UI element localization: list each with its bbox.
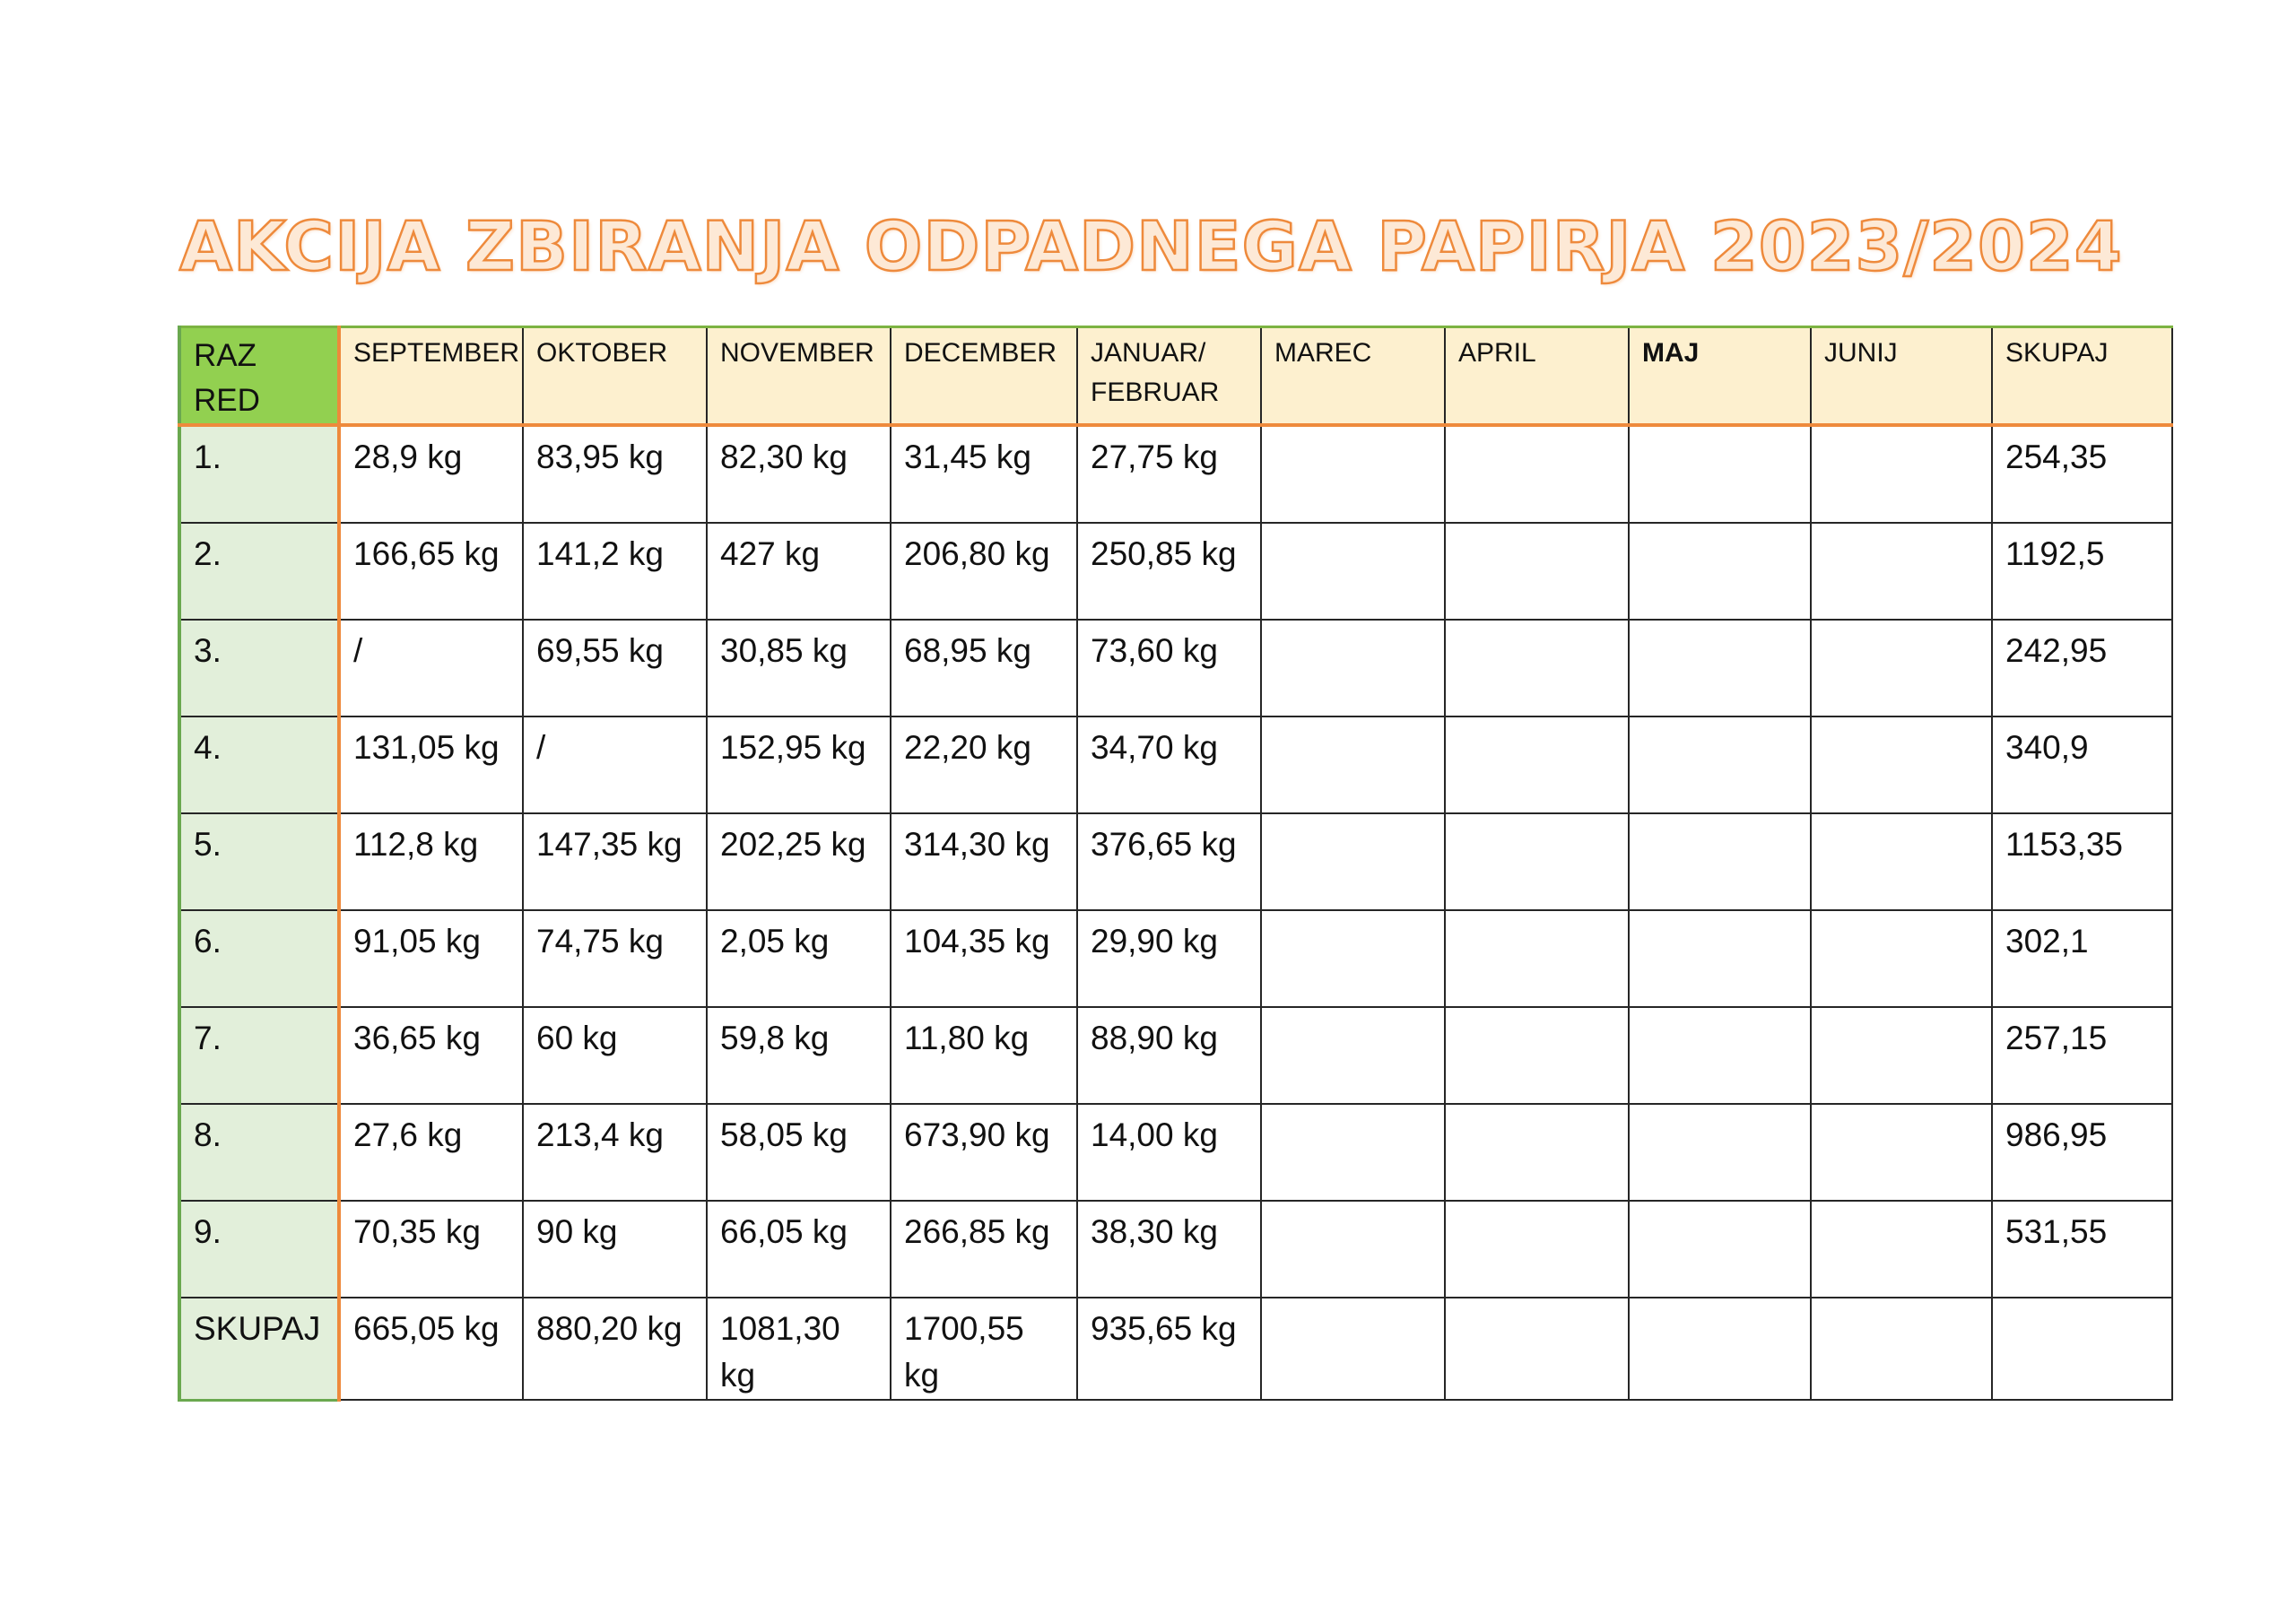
table-cell — [1811, 1201, 1992, 1298]
column-header-januar-februar: JANUAR/ FEBRUAR — [1077, 327, 1261, 426]
table-cell — [1811, 813, 1992, 910]
column-header-junij: JUNIJ — [1811, 327, 1992, 426]
table-cell — [1811, 425, 1992, 523]
table-cell: 314,30 kg — [891, 813, 1077, 910]
table-cell: 257,15 — [1992, 1007, 2172, 1104]
table-cell — [1629, 910, 1811, 1007]
table-cell: 60 kg — [523, 1007, 707, 1104]
table-cell — [1445, 910, 1629, 1007]
table-cell: 66,05 kg — [707, 1201, 891, 1298]
table-cell — [1629, 1104, 1811, 1201]
row-label: 7. — [179, 1007, 339, 1104]
table-cell: 88,90 kg — [1077, 1007, 1261, 1104]
row-label: 5. — [179, 813, 339, 910]
row-label: 9. — [179, 1201, 339, 1298]
table-cell — [1811, 523, 1992, 620]
table-cell — [1261, 1201, 1445, 1298]
table-row — [179, 1007, 2172, 1104]
table-cell — [1261, 425, 1445, 523]
table-cell: 2,05 kg — [707, 910, 891, 1007]
table-cell — [1811, 1104, 1992, 1201]
table-cell — [1445, 425, 1629, 523]
table-cell: 250,85 kg — [1077, 523, 1261, 620]
table-cell — [1445, 1201, 1629, 1298]
table-cell — [1445, 523, 1629, 620]
table-row — [179, 716, 2172, 813]
table-cell — [1629, 425, 1811, 523]
row-label: SKUPAJ — [179, 1298, 339, 1400]
table-cell: 82,30 kg — [707, 425, 891, 523]
table-cell: 29,90 kg — [1077, 910, 1261, 1007]
table-cell: 673,90 kg — [891, 1104, 1077, 1201]
paper-collection-table — [178, 326, 2173, 1402]
table-cell: 935,65 kg — [1077, 1298, 1261, 1400]
table-cell — [1629, 1201, 1811, 1298]
table-cell: 141,2 kg — [523, 523, 707, 620]
table-cell — [1811, 910, 1992, 1007]
table-cell: 147,35 kg — [523, 813, 707, 910]
row-label: 6. — [179, 910, 339, 1007]
table-cell: 68,95 kg — [891, 620, 1077, 716]
table-cell — [1445, 620, 1629, 716]
header-row — [179, 327, 2172, 426]
table-cell: 22,20 kg — [891, 716, 1077, 813]
corner-header: RAZ RED — [179, 327, 339, 426]
table-cell: 1081,30 kg — [707, 1298, 891, 1400]
table-row — [179, 425, 2172, 523]
table-cell: 131,05 kg — [339, 716, 523, 813]
table-row — [179, 523, 2172, 620]
column-header-november: NOVEMBER — [707, 327, 891, 426]
table-row — [179, 1201, 2172, 1298]
column-header-september: SEPTEMBER — [339, 327, 523, 426]
table-cell: 90 kg — [523, 1201, 707, 1298]
table-cell — [1629, 1007, 1811, 1104]
table-cell: 302,1 — [1992, 910, 2172, 1007]
table-cell: 112,8 kg — [339, 813, 523, 910]
table-row — [179, 620, 2172, 716]
row-label: 4. — [179, 716, 339, 813]
column-header-april: APRIL — [1445, 327, 1629, 426]
table-row — [179, 1104, 2172, 1201]
table-cell — [1992, 1298, 2172, 1400]
table-cell — [1811, 1298, 1992, 1400]
row-label: 8. — [179, 1104, 339, 1201]
table-cell: 69,55 kg — [523, 620, 707, 716]
table-cell — [1629, 1298, 1811, 1400]
table-cell — [1629, 716, 1811, 813]
table-row — [179, 813, 2172, 910]
row-label: 3. — [179, 620, 339, 716]
table-cell: 242,95 — [1992, 620, 2172, 716]
table-cell: 166,65 kg — [339, 523, 523, 620]
table-cell: 665,05 kg — [339, 1298, 523, 1400]
column-header-maj: MAJ — [1629, 327, 1811, 426]
table-cell — [1445, 1298, 1629, 1400]
table-cell: / — [523, 716, 707, 813]
table-cell — [1261, 1298, 1445, 1400]
table-cell — [1629, 813, 1811, 910]
table-cell: 202,25 kg — [707, 813, 891, 910]
table-cell: 152,95 kg — [707, 716, 891, 813]
table-cell: 104,35 kg — [891, 910, 1077, 1007]
table-cell — [1261, 813, 1445, 910]
table-cell: / — [339, 620, 523, 716]
column-header-marec: MAREC — [1261, 327, 1445, 426]
table-cell: 531,55 — [1992, 1201, 2172, 1298]
row-label: 2. — [179, 523, 339, 620]
table-cell: 73,60 kg — [1077, 620, 1261, 716]
table-row — [179, 1298, 2172, 1400]
table-cell — [1445, 1007, 1629, 1104]
table-cell — [1261, 620, 1445, 716]
table-cell: 70,35 kg — [339, 1201, 523, 1298]
table-cell: 206,80 kg — [891, 523, 1077, 620]
table-cell — [1629, 620, 1811, 716]
table-cell: 27,75 kg — [1077, 425, 1261, 523]
table-cell: 38,30 kg — [1077, 1201, 1261, 1298]
table-cell: 30,85 kg — [707, 620, 891, 716]
table-cell: 34,70 kg — [1077, 716, 1261, 813]
table-cell — [1261, 910, 1445, 1007]
table-row — [179, 910, 2172, 1007]
table-cell: 986,95 — [1992, 1104, 2172, 1201]
table-cell — [1811, 1007, 1992, 1104]
table-cell — [1261, 1007, 1445, 1104]
table-cell: 1700,55 kg — [891, 1298, 1077, 1400]
column-header-december: DECEMBER — [891, 327, 1077, 426]
table-cell — [1811, 716, 1992, 813]
table-cell: 254,35 — [1992, 425, 2172, 523]
table-cell: 31,45 kg — [891, 425, 1077, 523]
table-cell — [1811, 620, 1992, 716]
table-cell — [1261, 523, 1445, 620]
table-cell: 83,95 kg — [523, 425, 707, 523]
table-cell: 28,9 kg — [339, 425, 523, 523]
table-cell: 376,65 kg — [1077, 813, 1261, 910]
table-cell: 1153,35 — [1992, 813, 2172, 910]
table-cell: 213,4 kg — [523, 1104, 707, 1201]
table-cell: 91,05 kg — [339, 910, 523, 1007]
table-cell — [1629, 523, 1811, 620]
table-cell: 59,8 kg — [707, 1007, 891, 1104]
table-cell — [1261, 716, 1445, 813]
table-cell: 36,65 kg — [339, 1007, 523, 1104]
row-label: 1. — [179, 425, 339, 523]
table-cell: 27,6 kg — [339, 1104, 523, 1201]
table-cell: 74,75 kg — [523, 910, 707, 1007]
table-cell — [1445, 1104, 1629, 1201]
page-title: AKCIJA ZBIRANJA ODPADNEGA PAPIRJA 2023/2024 — [179, 206, 2123, 286]
column-header-oktober: OKTOBER — [523, 327, 707, 426]
table-cell — [1445, 813, 1629, 910]
table-cell: 58,05 kg — [707, 1104, 891, 1201]
table-cell: 14,00 kg — [1077, 1104, 1261, 1201]
table-cell: 11,80 kg — [891, 1007, 1077, 1104]
table-cell: 427 kg — [707, 523, 891, 620]
column-header-skupaj: SKUPAJ — [1992, 327, 2172, 426]
table-cell: 880,20 kg — [523, 1298, 707, 1400]
table-cell — [1445, 716, 1629, 813]
table-cell: 266,85 kg — [891, 1201, 1077, 1298]
table-cell — [1261, 1104, 1445, 1201]
table-cell: 340,9 — [1992, 716, 2172, 813]
table-cell: 1192,5 — [1992, 523, 2172, 620]
